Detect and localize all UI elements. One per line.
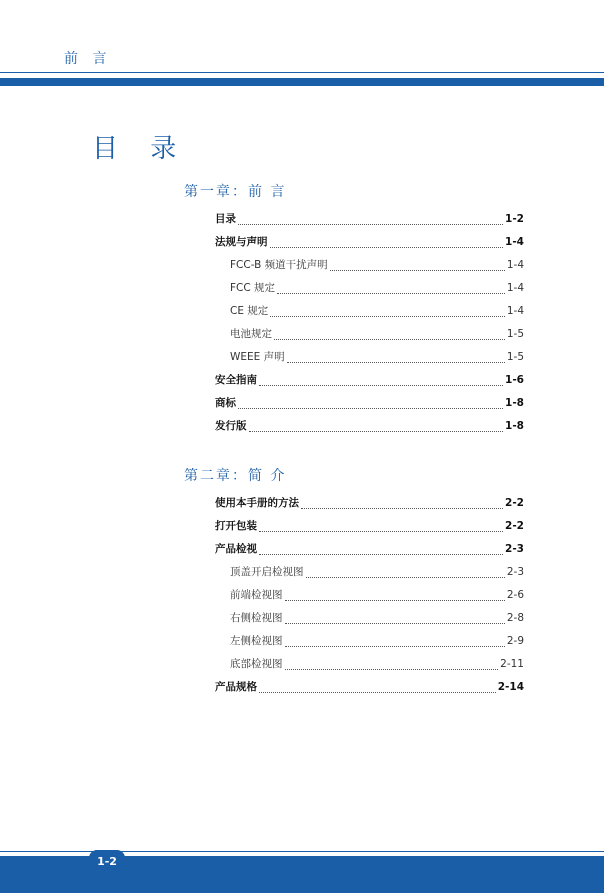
toc-entry[interactable]	[184, 392, 524, 415]
toc-entry-label: FCC 规定	[230, 282, 276, 294]
toc-entry-page: 2-3	[506, 566, 524, 578]
toc-entry-label: 安全指南	[215, 374, 257, 386]
toc-entry[interactable]	[184, 492, 524, 515]
toc-entry-page: 2-14	[497, 681, 524, 693]
toc-leader-dots	[285, 661, 499, 670]
toc-entry-label: 顶盖开启检视图	[230, 566, 304, 578]
toc-leader-dots	[270, 239, 504, 248]
toc-entry[interactable]	[184, 277, 524, 300]
page-number-tab: 1-2	[89, 850, 125, 874]
toc-entry[interactable]	[184, 653, 524, 676]
toc-entry-page: 1-2	[505, 213, 524, 225]
toc-entry-label: 右侧检视图	[230, 612, 283, 624]
toc-entry-page: 1-4	[506, 282, 524, 294]
toc-entry-label: CE 规定	[230, 305, 269, 317]
toc-leader-dots	[238, 400, 503, 409]
chapter-title: 第一章：前 言	[184, 184, 287, 200]
toc-leader-dots	[301, 500, 503, 509]
toc-entry-page: 2-2	[505, 497, 524, 509]
toc-entry-page: 1-4	[505, 236, 524, 248]
toc-entry-page: 1-5	[506, 328, 524, 340]
toc-entry[interactable]	[184, 630, 524, 653]
toc-entry-label: 法规与声明	[215, 236, 268, 248]
toc-leader-dots	[270, 308, 505, 317]
toc-entry-label: 打开包装	[215, 520, 257, 532]
header-rule-thin	[0, 72, 604, 73]
toc-entry[interactable]	[184, 369, 524, 392]
toc-leader-dots	[259, 377, 503, 386]
toc-leader-dots	[287, 354, 505, 363]
toc-entry-page: 2-3	[505, 543, 524, 555]
toc-entry[interactable]	[184, 676, 524, 699]
toc-entry-label: 前端检视图	[230, 589, 283, 601]
toc-entry-label: 电池规定	[230, 328, 272, 340]
toc-entry-page: 2-2	[505, 520, 524, 532]
toc-leader-dots	[259, 684, 496, 693]
header-rule-thick	[0, 78, 604, 86]
toc-leader-dots	[285, 638, 505, 647]
toc-entry-page: 2-9	[506, 635, 524, 647]
toc-leader-dots	[274, 331, 505, 340]
toc-leader-dots	[277, 285, 505, 294]
toc-leader-dots	[285, 592, 505, 601]
toc-entry[interactable]	[184, 538, 524, 561]
toc-entry-page: 1-8	[505, 420, 524, 432]
toc-list	[184, 208, 524, 438]
toc-leader-dots	[285, 615, 505, 624]
toc-entry-label: 使用本手册的方法	[215, 497, 299, 509]
toc-entry-label: 产品规格	[215, 681, 257, 693]
toc-leader-dots	[306, 569, 505, 578]
toc-entry[interactable]	[184, 561, 524, 584]
toc-entry[interactable]	[184, 323, 524, 346]
toc-leader-dots	[330, 262, 505, 271]
toc-entry-label: 商标	[215, 397, 236, 409]
toc-entry-page: 2-6	[506, 589, 524, 601]
toc-entry-label: 发行版	[215, 420, 247, 432]
page-title: 目 录	[92, 134, 189, 164]
toc-entry-page: 2-11	[500, 658, 524, 670]
chapter-title: 第二章：简 介	[184, 468, 287, 484]
toc-entry-label: FCC-B 频道干扰声明	[230, 259, 328, 271]
toc-entry[interactable]	[184, 300, 524, 323]
running-header-title: 前 言	[64, 51, 112, 67]
toc-entry[interactable]	[184, 584, 524, 607]
toc-leader-dots	[259, 546, 503, 555]
toc-entry-label: 目录	[215, 213, 236, 225]
toc-entry[interactable]	[184, 254, 524, 277]
toc-entry[interactable]	[184, 607, 524, 630]
toc-entry-page: 1-8	[505, 397, 524, 409]
toc-entry[interactable]	[184, 415, 524, 438]
toc-entry[interactable]	[184, 346, 524, 369]
toc-entry[interactable]	[184, 208, 524, 231]
toc-entry-page: 1-6	[505, 374, 524, 386]
toc-entry-label: WEEE 声明	[230, 351, 285, 363]
toc-entry-page: 1-4	[506, 259, 524, 271]
toc-entry[interactable]	[184, 515, 524, 538]
chapter-2-toc	[184, 465, 524, 699]
toc-entry[interactable]	[184, 231, 524, 254]
toc-entry-page: 1-4	[506, 305, 524, 317]
toc-entry-page: 1-5	[506, 351, 524, 363]
toc-leader-dots	[259, 523, 503, 532]
toc-leader-dots	[249, 423, 504, 432]
toc-list	[184, 492, 524, 699]
toc-entry-page: 2-8	[506, 612, 524, 624]
toc-entry-label: 左侧检视图	[230, 635, 283, 647]
chapter-1-toc	[184, 181, 524, 438]
toc-entry-label: 底部检视图	[230, 658, 283, 670]
toc-leader-dots	[238, 216, 503, 225]
toc-entry-label: 产品检视	[215, 543, 257, 555]
